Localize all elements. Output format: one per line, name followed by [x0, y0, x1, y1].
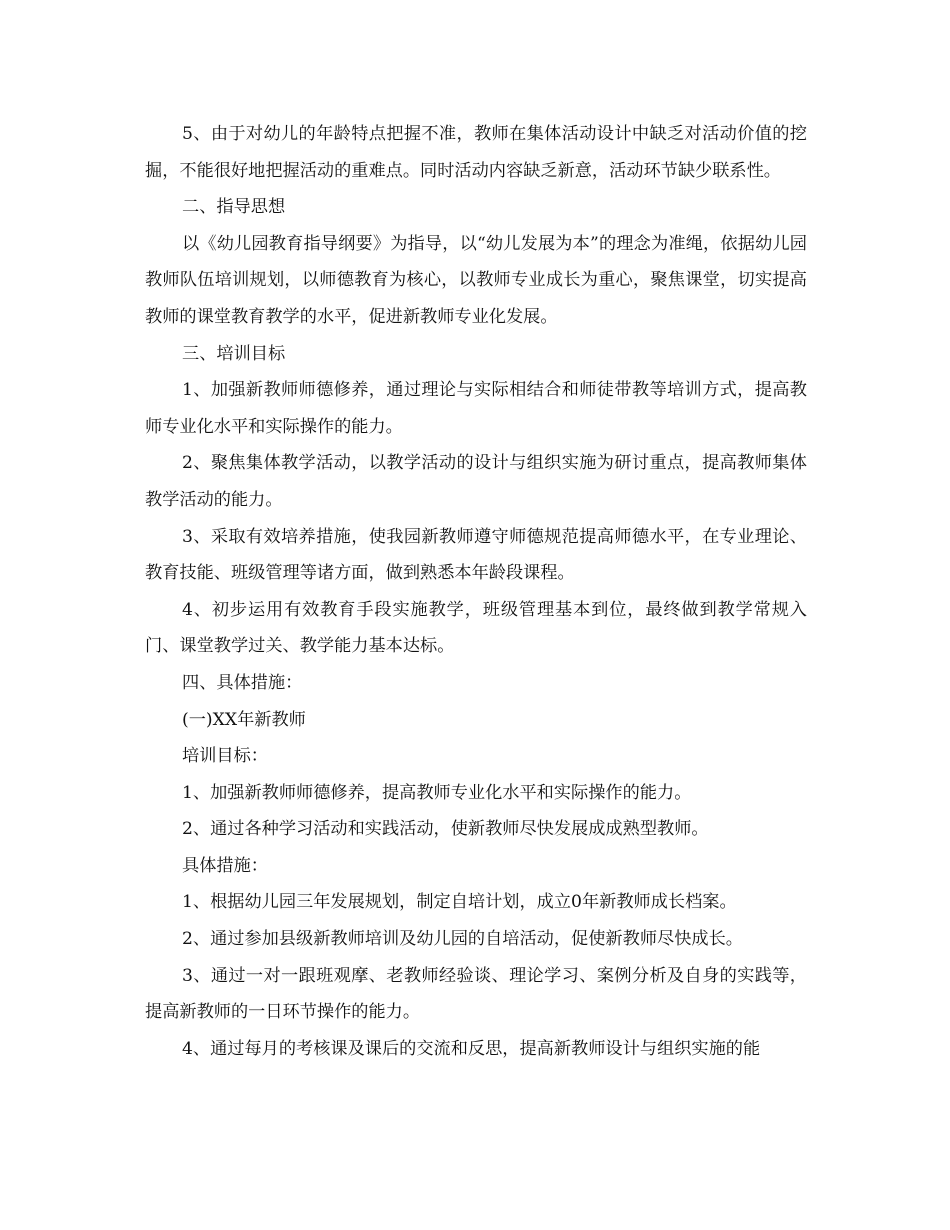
new-teacher-goal-2: 2、通过各种学习活动和实践活动，使新教师尽快发展成成熟型教师。 [182, 819, 709, 840]
section-heading-training-goals: 三、培训目标 [182, 343, 286, 364]
subheading-training-goals: 培训目标： [182, 746, 268, 767]
section-heading-measures: 四、具体措施： [182, 672, 303, 693]
measure-item-2: 2、通过参加县级新教师培训及幼儿园的自培活动，促使新教师尽快成长。 [182, 929, 743, 950]
measure-item-4: 4、通过每月的考核课及课后的交流和反思，提高新教师设计与组织实施的能 [182, 1038, 761, 1059]
new-teacher-goal-1: 1、加强新教师师德修养，提高教师专业化水平和实际操作的能力。 [182, 782, 692, 803]
section-heading-guiding-thought: 二、指导思想 [182, 197, 286, 218]
paragraph-item-5: 5、由于对幼儿的年龄特点把握不准，教师在集体活动设计中缺乏对活动价值的挖掘，不能很好地把握活动的重难点。同时活动内容缺乏新意，活动环节缺少联系性。 [145, 124, 807, 181]
training-goal-3: 3、采取有效培养措施，使我园新教师遵守师德规范提高师德水平，在专业理论、教育技能、班级管理等诸方面，做到熟悉本年龄段课程。 [145, 526, 807, 584]
subheading-measures: 具体措施： [182, 855, 268, 876]
guiding-thought-paragraph: 以《幼儿园教育指导纲要》为指导，以“幼儿发展为本”的理念为准绳，依据幼儿园教师队伍培训规划，以师德教育为核心，以教师专业成长为重心，聚焦课堂，切实提高教师的课堂教育教学的水平，促进新教师专业化发展。 [145, 233, 807, 327]
training-goal-4: 4、初步运用有效教育手段实施教学，班级管理基本到位，最终做到教学常规入门、课堂教学过关、教学能力基本达标。 [145, 599, 807, 657]
measure-item-1: 1、根据幼儿园三年发展规划，制定自培计划，成立0年新教师成长档案。 [182, 892, 737, 913]
training-goal-1: 1、加强新教师师德修养，通过理论与实际相结合和师徒带教等培训方式，提高教师专业化水平和实际操作的能力。 [145, 380, 807, 437]
document-page [145, 116, 807, 1067]
measure-item-3: 3、通过一对一跟班观摩、老教师经验谈、理论学习、案例分析及自身的实践等，提高新教师的一日环节操作的能力。 [145, 965, 807, 1023]
subsection-heading-new-teachers: (一)XX年新教师 [182, 709, 306, 730]
training-goal-2: 2、聚焦集体教学活动，以教学活动的设计与组织实施为研讨重点，提高教师集体教学活动的能力。 [145, 453, 807, 510]
